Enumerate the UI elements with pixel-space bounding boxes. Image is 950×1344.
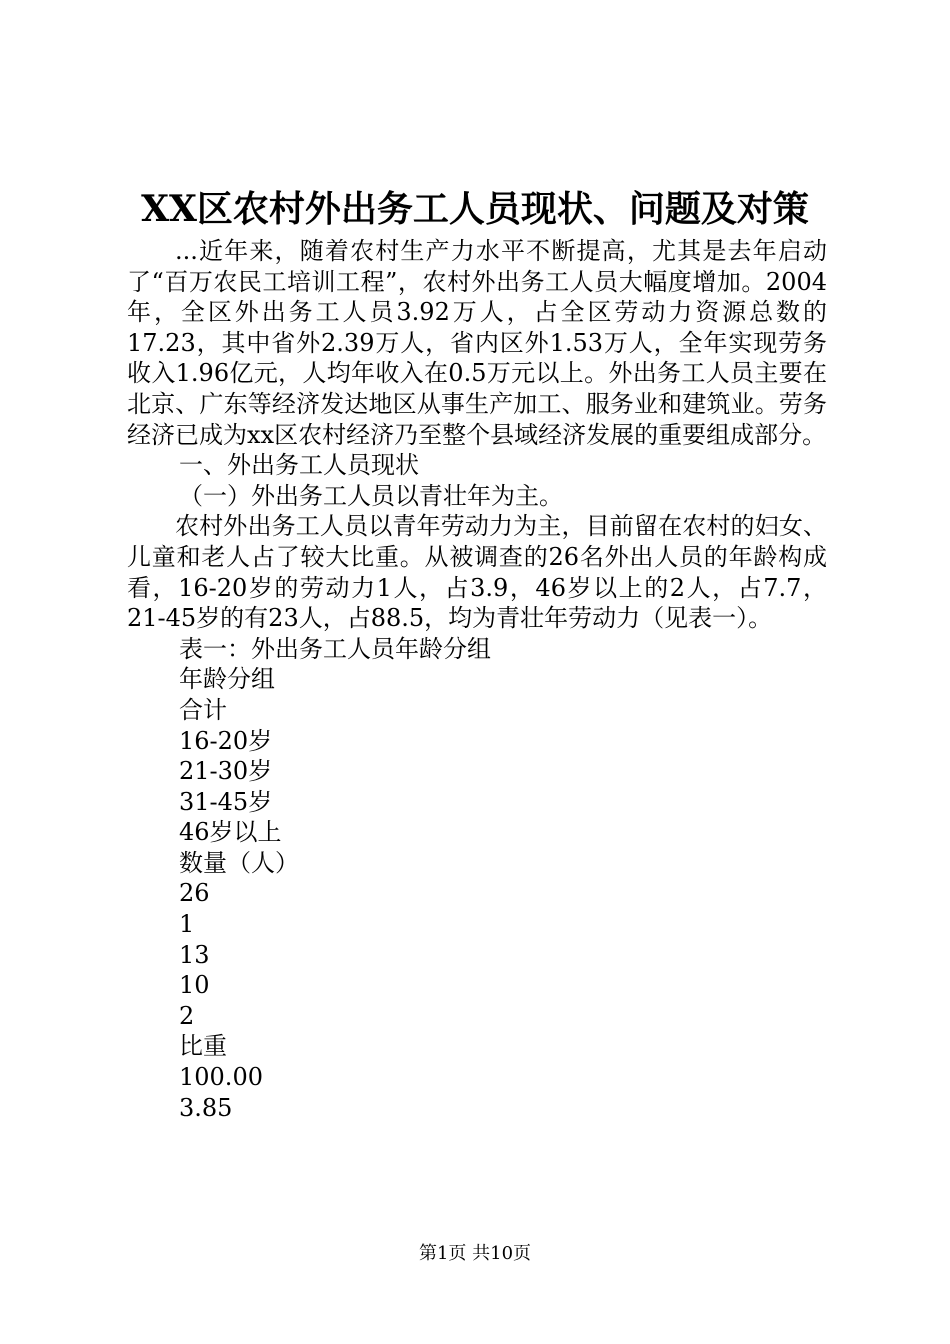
table-cell: 13 [179,940,210,969]
table-cell: 16-20岁 [179,726,273,755]
table-cell: 26 [179,879,210,908]
table-cell: 10 [179,971,210,1000]
table-cell: 1 [179,910,195,939]
intro-paragraph: ...近年来，随着农村生产力水平不断提高，尤其是去年启动了“百万农民工培训工程”，农村外出务工人员大幅度增加。2004年，全区外出务工人员3.92万人，占全区劳动力资源总数的17.23，其中省外2.39万人，省内区外1.53万人，全年实现劳务收入1.96亿元，人均年收入在0.5万元以上。外出务工人员主要在北京、广东等经济发达地区从事生产加工、服务业和建筑业。劳务经济已成为xx区农村经济乃至整个县域经济发展的重要组成部分。 [127,237,827,449]
table-cell: 比重 [179,1032,227,1061]
subsection-paragraph: 农村外出务工人员以青年劳动力为主，目前留在农村的妇女、儿童和老人占了较大比重。从被调查的26名外出人员的年龄构成看，16-20岁的劳动力1人，占3.9，46岁以上的2人，占7.7，21-45岁的有23人，占88.5，均为青壮年劳动力（见表一）。 [127,512,827,633]
table-cell: 2 [179,1001,195,1030]
table-cell: 合计 [179,695,227,724]
table-cell: 年龄分组 [179,665,275,694]
table-cell: 3.85 [179,1093,233,1122]
table-caption: 表一：外出务工人员年龄分组 [179,634,491,663]
table-cell: 31-45岁 [179,787,273,816]
subsection-heading: （一）外出务工人员以青壮年为主。 [179,481,563,510]
page-number: 第1页 共10页 [418,1243,532,1264]
table-cell: 数量（人） [179,848,299,877]
document-title: XX区农村外出务工人员现状、问题及对策 [141,188,809,230]
table-cell: 100.00 [179,1063,263,1092]
section-heading: 一、外出务工人员现状 [179,451,419,480]
document-body [127,236,827,1123]
table-cell: 46岁以上 [179,818,282,847]
table-cell: 21-30岁 [179,757,273,786]
